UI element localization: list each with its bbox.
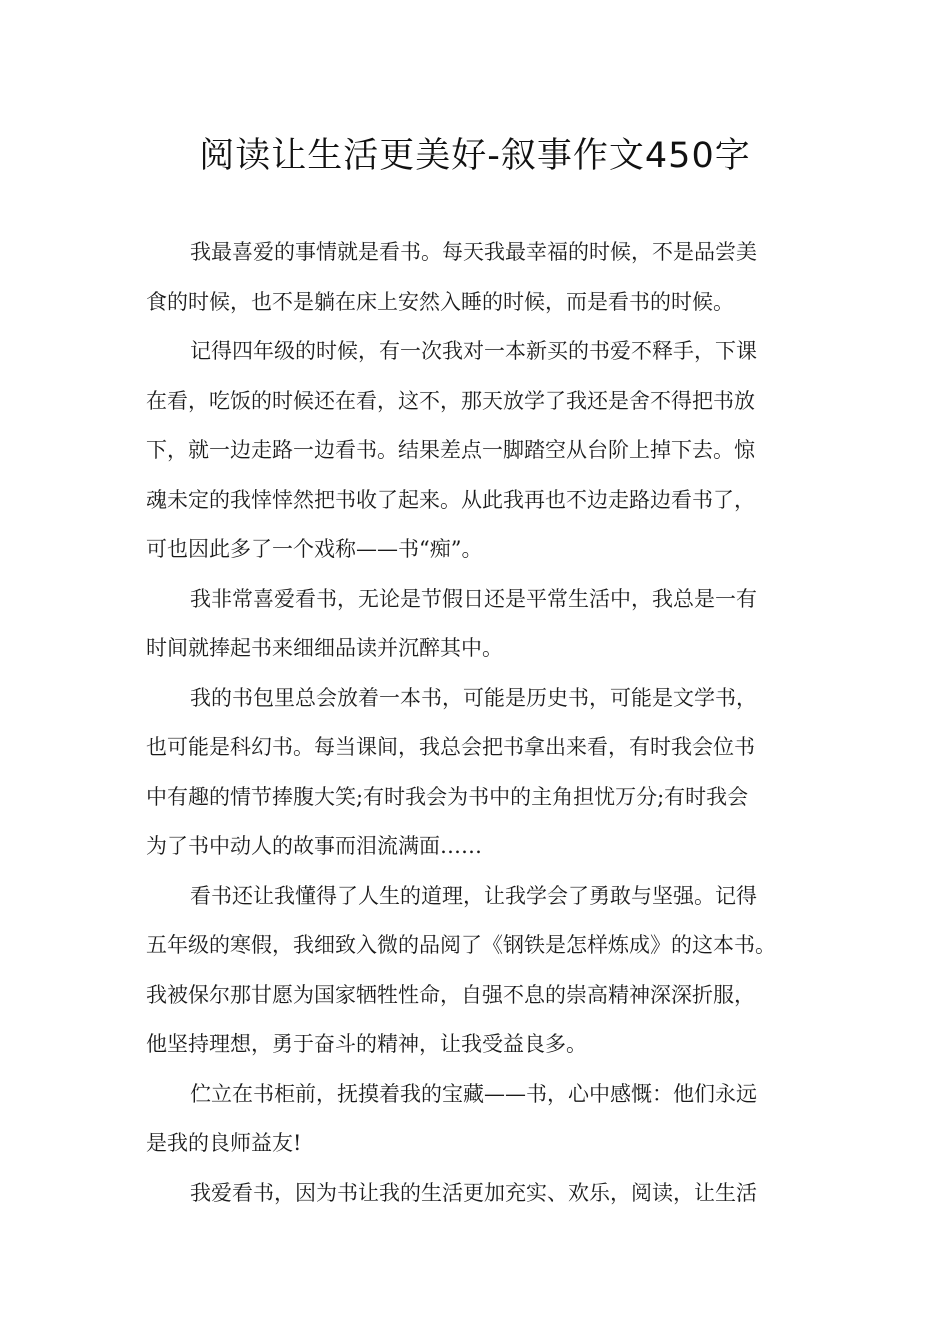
paragraph-line: 也可能是科幻书。每当课间，我总会把书拿出来看，有时我会位书 [146, 735, 755, 759]
paragraph-line: 中有趣的情节捧腹大笑;有时我会为书中的主角担忧万分;有时我会 [146, 784, 749, 809]
paragraph-line: 我最喜爱的事情就是看书。每天我最幸福的时候，不是品尝美 [190, 240, 757, 264]
essay-body [146, 228, 806, 1218]
paragraph-line: 我的书包里总会放着一本书，可能是历史书，可能是文学书， [190, 685, 757, 710]
paragraph-line: 食的时候，也不是躺在床上安然入睡的时候，而是看书的时候。 [146, 289, 734, 314]
paragraph-line: 看书还让我懂得了人生的道理，让我学会了勇敢与坚强。记得 [190, 883, 757, 908]
paragraph-line: 魂未定的我悻悻然把书收了起来。从此我再也不边走路边看书了， [146, 487, 755, 512]
paragraph-line: 可也因此多了一个戏称——书“痴”。 [146, 537, 483, 561]
paragraph-line: 伫立在书柜前，抚摸着我的宝藏——书，心中感慨：他们永远 [190, 1081, 757, 1106]
paragraph-line: 我爱看书，因为书让我的生活更加充实、欢乐，阅读，让生活 [190, 1180, 757, 1205]
paragraph-line: 他坚持理想，勇于奋斗的精神，让我受益良多。 [146, 1032, 587, 1056]
paragraph-line: 下，就一边走路一边看书。结果差点一脚踏空从台阶上掉下去。惊 [146, 438, 755, 462]
paragraph-line: 为了书中动人的故事而泪流满面…… [146, 834, 482, 858]
paragraph-line: 是我的良师益友! [146, 1131, 302, 1155]
document-title: 阅读让生活更美好-叙事作文450字 [199, 136, 751, 176]
paragraph-line: 我被保尔那甘愿为国家牺牲性命，自强不息的崇高精神深深折服， [146, 982, 755, 1007]
paragraph-line: 我非常喜爱看书，无论是节假日还是平常生活中，我总是一有 [190, 586, 757, 611]
paragraph-line: 时间就捧起书来细细品读并沉醉其中。 [146, 636, 503, 660]
paragraph-line: 在看，吃饭的时候还在看，这不，那天放学了我还是舍不得把书放 [146, 388, 755, 413]
paragraph-line: 记得四年级的时候，有一次我对一本新买的书爱不释手，下课 [190, 339, 757, 363]
paragraph-line: 五年级的寒假，我细致入微的品阅了《钢铁是怎样炼成》的这本书。 [146, 933, 776, 957]
